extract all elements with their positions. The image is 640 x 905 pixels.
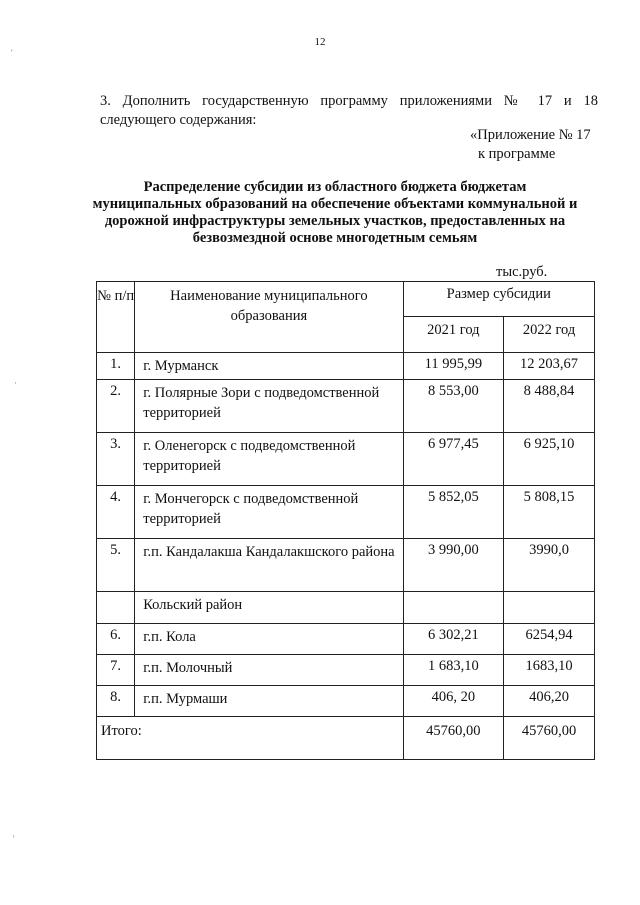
- row-value-2021: 6 302,21: [403, 624, 504, 655]
- table-header-row: [97, 282, 595, 317]
- header-amount: Размер субсидии: [403, 282, 594, 317]
- table-total-row: [97, 717, 595, 760]
- row-num: 7.: [97, 655, 135, 686]
- row-num: 2.: [97, 380, 135, 433]
- row-name: г. Мончегорск с подведомственной территорией: [135, 486, 403, 539]
- row-value-2022: 6254,94: [504, 624, 595, 655]
- row-name: г.п. Молочный: [135, 655, 403, 686]
- intro-line-1: 3. Дополнить государственную программу приложениями № 17 и 18: [100, 93, 598, 109]
- row-value-2022: 12 203,67: [504, 353, 595, 380]
- row-value-2022: 5 808,15: [504, 486, 595, 539]
- row-value-2021: 6 977,45: [403, 433, 504, 486]
- table-row: [97, 353, 595, 380]
- table-row: [97, 655, 595, 686]
- header-num: № п/п: [97, 282, 135, 353]
- row-num: 4.: [97, 486, 135, 539]
- scan-mark: ': [11, 48, 13, 58]
- row-value-2021: 3 990,00: [403, 539, 504, 592]
- header-year-2021: 2021 год: [403, 317, 504, 353]
- intro-paragraph: [100, 92, 598, 130]
- row-value-2021: 5 852,05: [403, 486, 504, 539]
- row-value-2021: 1 683,10: [403, 655, 504, 686]
- row-num: 3.: [97, 433, 135, 486]
- appendix-line-2: к программе: [478, 146, 556, 162]
- header-name: Наименование муниципального образования: [135, 282, 403, 353]
- row-value-2021: 8 553,00: [403, 380, 504, 433]
- row-name: г.п. Кола: [135, 624, 403, 655]
- row-value-2022: 1683,10: [504, 655, 595, 686]
- table-row: [97, 433, 595, 486]
- row-name: г. Мурманск: [135, 353, 403, 380]
- row-value-2022: [504, 592, 595, 624]
- table-row-group-label: [97, 592, 595, 624]
- total-label: Итого:: [97, 717, 404, 760]
- scan-mark: ': [13, 834, 15, 844]
- header-year-2022: 2022 год: [504, 317, 595, 353]
- subsidy-table: [96, 281, 595, 760]
- row-value-2022: 8 488,84: [504, 380, 595, 433]
- row-num: 5.: [97, 539, 135, 592]
- scan-mark: ·: [14, 378, 17, 388]
- row-name: г. Полярные Зори с подведомственной территорией: [135, 380, 403, 433]
- table-row: [97, 624, 595, 655]
- row-num: 6.: [97, 624, 135, 655]
- total-value-2022: 45760,00: [504, 717, 595, 760]
- row-value-2022: 3990,0: [504, 539, 595, 592]
- table-row: [97, 486, 595, 539]
- row-num: [97, 592, 135, 624]
- row-num: 1.: [97, 353, 135, 380]
- row-name: г.п. Мурмаши: [135, 686, 403, 717]
- row-value-2022: 6 925,10: [504, 433, 595, 486]
- title-line-3: дорожной инфраструктуры земельных участков, предоставленных на: [104, 213, 566, 229]
- page-number: 12: [314, 36, 326, 48]
- appendix-header: [470, 126, 591, 164]
- table-row: [97, 380, 595, 433]
- unit-label: тыс.руб.: [496, 264, 548, 280]
- title-line-2: муниципальных образований на обеспечение объектами коммунальной и: [92, 196, 578, 212]
- row-num: 8.: [97, 686, 135, 717]
- row-value-2021: 406, 20: [403, 686, 504, 717]
- table-row: [97, 539, 595, 592]
- title-line-1: Распределение субсидии из областного бюджета бюджетам: [143, 179, 527, 195]
- row-name: Кольский район: [135, 592, 403, 624]
- total-value-2021: 45760,00: [403, 717, 504, 760]
- appendix-line-1: «Приложение № 17: [470, 127, 591, 143]
- row-value-2021: 11 995,99: [403, 353, 504, 380]
- title-line-4: безвозмездной основе многодетным семьям: [192, 230, 478, 246]
- document-title: [85, 179, 585, 247]
- row-name: г. Оленегорск с подведомственной территорией: [135, 433, 403, 486]
- row-value-2021: [403, 592, 504, 624]
- row-value-2022: 406,20: [504, 686, 595, 717]
- table-row: [97, 686, 595, 717]
- row-name: г.п. Кандалакша Кандалакшского района: [135, 539, 403, 592]
- intro-line-2: следующего содержания:: [100, 112, 257, 128]
